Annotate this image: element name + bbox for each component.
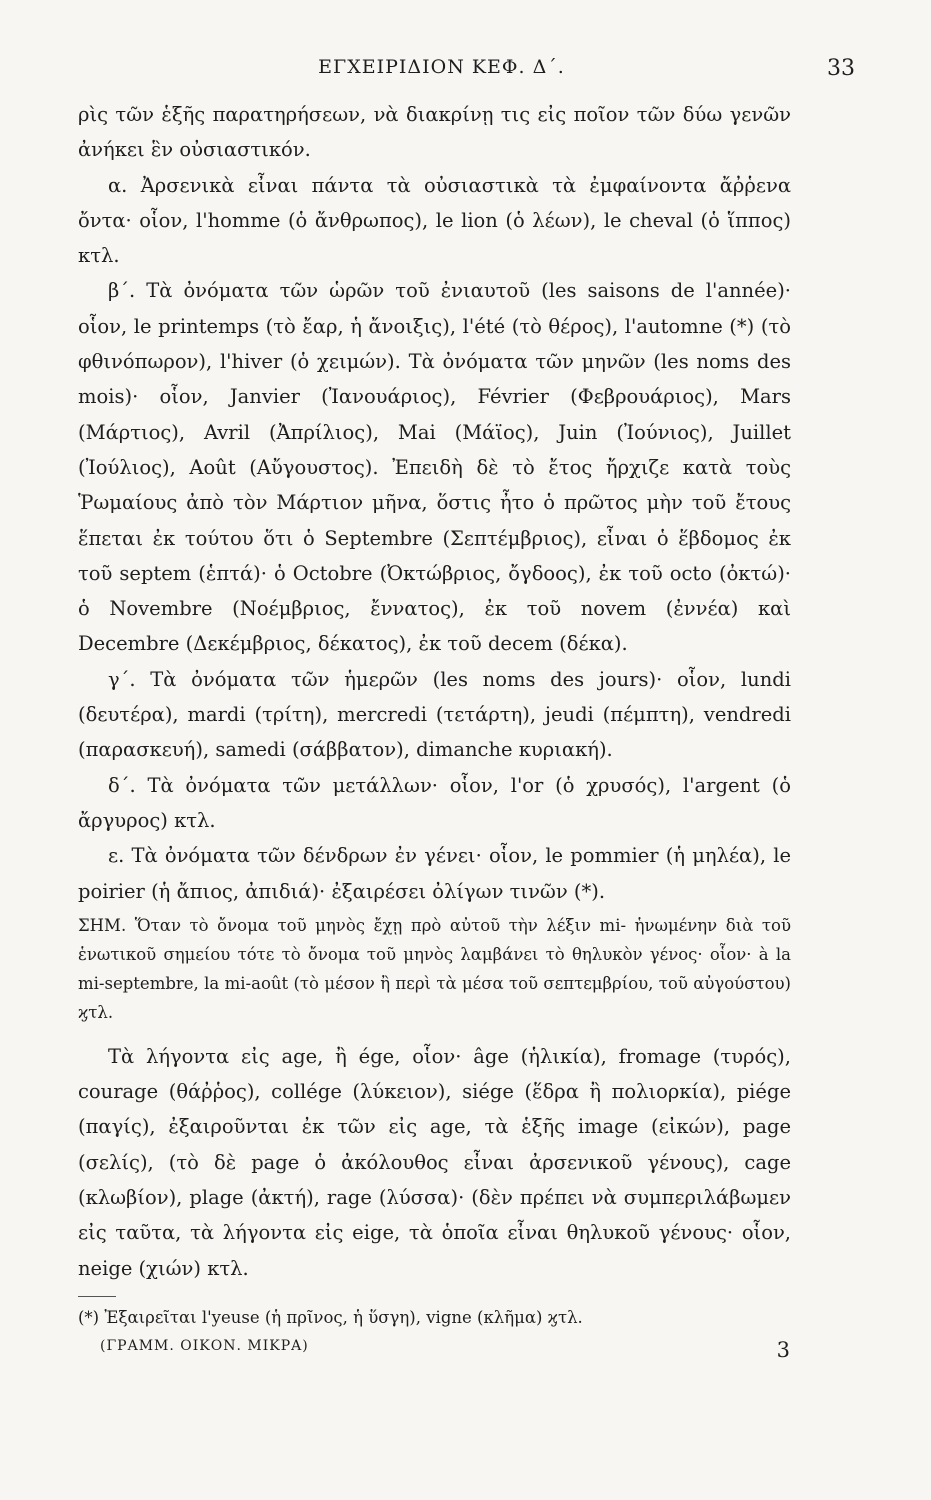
closing-paragraph: Τὰ λήγοντα εἰς age, ἢ ége, οἷον· âge (ἡλικία), fromage (τυρός), courage (θάῤῥος), collége (λύκειον), siége (ἕδρα ἢ πολιορκία), piége (παγίς), ἐξαιροῦνται ἐκ τῶν εἰς age, τὰ ἑξῆς image (εἰκών), page (σελίς), (τὸ δὲ page ὁ ἀκόλουθος εἶναι ἀρσενικοῦ γένους), cage (κλωβίον), plage (ἀκτή), rage (λύσσα)· (δὲν πρέπει νὰ συμπεριλάβωμεν εἰς ταῦτα, τὰ λήγοντα εἰς eige, τὰ ὁποῖα εἶναι θηλυκοῦ γένους· οἷον, neige (χιών) κτλ. (78, 1044, 791, 1280)
running-header (78, 56, 855, 86)
paragraph-alpha: α. Ἀρσενικὰ εἶναι πάντα τὰ οὐσιαστικὰ τὰ ἐμφαίνοντα ἄῤῥενα ὄντα· οἷον, l'homme (ὁ ἄνθρωπος), le lion (ὁ λέων), le cheval (ὁ ἵππος) κτλ. (78, 173, 791, 268)
page-number: 33 (827, 56, 855, 81)
paragraph-epsilon: ε. Τὰ ὀνόματα τῶν δένδρων ἐν γένει· οἷον, le pommier (ἡ μηλέα), le poirier (ἡ ἄπιος, ἀπιδιά)· ἐξαιρέσει ὀλίγων τινῶν (*). (78, 844, 791, 903)
paragraph-gamma: γ΄. Τὰ ὀνόματα τῶν ἡμερῶν (les noms des jours)· οἷον, lundi (δευτέρα), mardi (τρίτη), mercredi (τετάρτη), jeudi (πέμπτη), vendredi (παρασκευή), samedi (σάββατον), dimanche κυριακή). (78, 667, 791, 762)
main-text (78, 97, 791, 1286)
paragraph-delta: δ΄. Τὰ ὀνόματα τῶν μετάλλων· οἷον, l'or (ὁ χρυσός), l'argent (ὁ ἄργυρος) κτλ. (78, 773, 791, 832)
paragraph-continuation: ρὶς τῶν ἑξῆς παρατηρήσεων, νὰ διακρίνῃ τις εἰς ποῖον τῶν δύω γενῶν ἀνήκει ἓν οὐσιαστικόν. (78, 103, 791, 162)
note-paragraph: ΣΗΜ. Ὅταν τὸ ὄνομα τοῦ μηνὸς ἔχῃ πρὸ αὐτοῦ τὴν λέξιν mi- ἡνωμένην διὰ τοῦ ἑνωτικοῦ σημείου τότε τὸ ὄνομα τοῦ μηνὸς λαμβάνει τὸ θηλυκὸν γένος· οἷον· à la mi-septembre, la mi-août (τὸ μέσον ἢ περὶ τὰ μέσα τοῦ σεπτεμβρίου, τοῦ αὐγούστου) ϗτλ. (78, 915, 791, 1022)
footnote-divider (78, 1296, 116, 1297)
signature-line (100, 1338, 791, 1362)
signature-label: (ΓΡΑΜΜ. ΟΙΚΟΝ. ΜΙΚΡΑ) (100, 1338, 309, 1354)
signature-mark: 3 (776, 1338, 791, 1362)
footnote: (*) Ἐξαιρεῖται l'yeuse (ἡ πρῖνος, ἡ ὕσγη), vigne (κλῆμα) ϗτλ. (78, 1308, 583, 1327)
paragraph-beta: β΄. Τὰ ὀνόματα τῶν ὡρῶν τοῦ ἐνιαυτοῦ (les saisons de l'année)· οἷον, le printemps (τὸ ἔαρ, ἡ ἄνοιξις), l'été (τὸ θέρος), l'automne (*) (τὸ φθινόπωρον), l'hiver (ὁ χειμών). Τὰ ὀνόματα τῶν μηνῶν (les noms des mois)· οἷον, Janvier (Ἰανουάριος), Février (Φεβρουάριος), Mars (Μάρτιος), Avril (Ἀπρίλιος), Mai (Μάϊος), Juin (Ἰούνιος), Juillet (Ἰούλιος), Août (Αὔγουστος). Ἐπειδὴ δὲ τὸ ἔτος ἤρχιζε κατὰ τοὺς Ῥωμαίους ἀπὸ τὸν Μάρτιον μῆνα, ὅστις ἦτο ὁ πρῶτος μὴν τοῦ ἔτους ἕπεται ἐκ τούτου ὅτι ὁ Septembre (Σεπτέμβριος), εἶναι ὁ ἕβδομος ἐκ τοῦ septem (ἑπτά)· ὁ Octobre (Ὀκτώβριος, ὄγδοος), ἐκ τοῦ octo (ὀκτώ)· ὁ Novembre (Νοέμβριος, ἔννατος), ἐκ τοῦ novem (ἐννέα) καὶ Decembre (Δεκέμβριος, δέκατος), ἐκ τοῦ decem (δέκα). (78, 279, 791, 656)
running-title: ΕΓΧΕΙΡΙΔΙΟΝ ΚΕΦ. Δ΄. (318, 56, 565, 78)
